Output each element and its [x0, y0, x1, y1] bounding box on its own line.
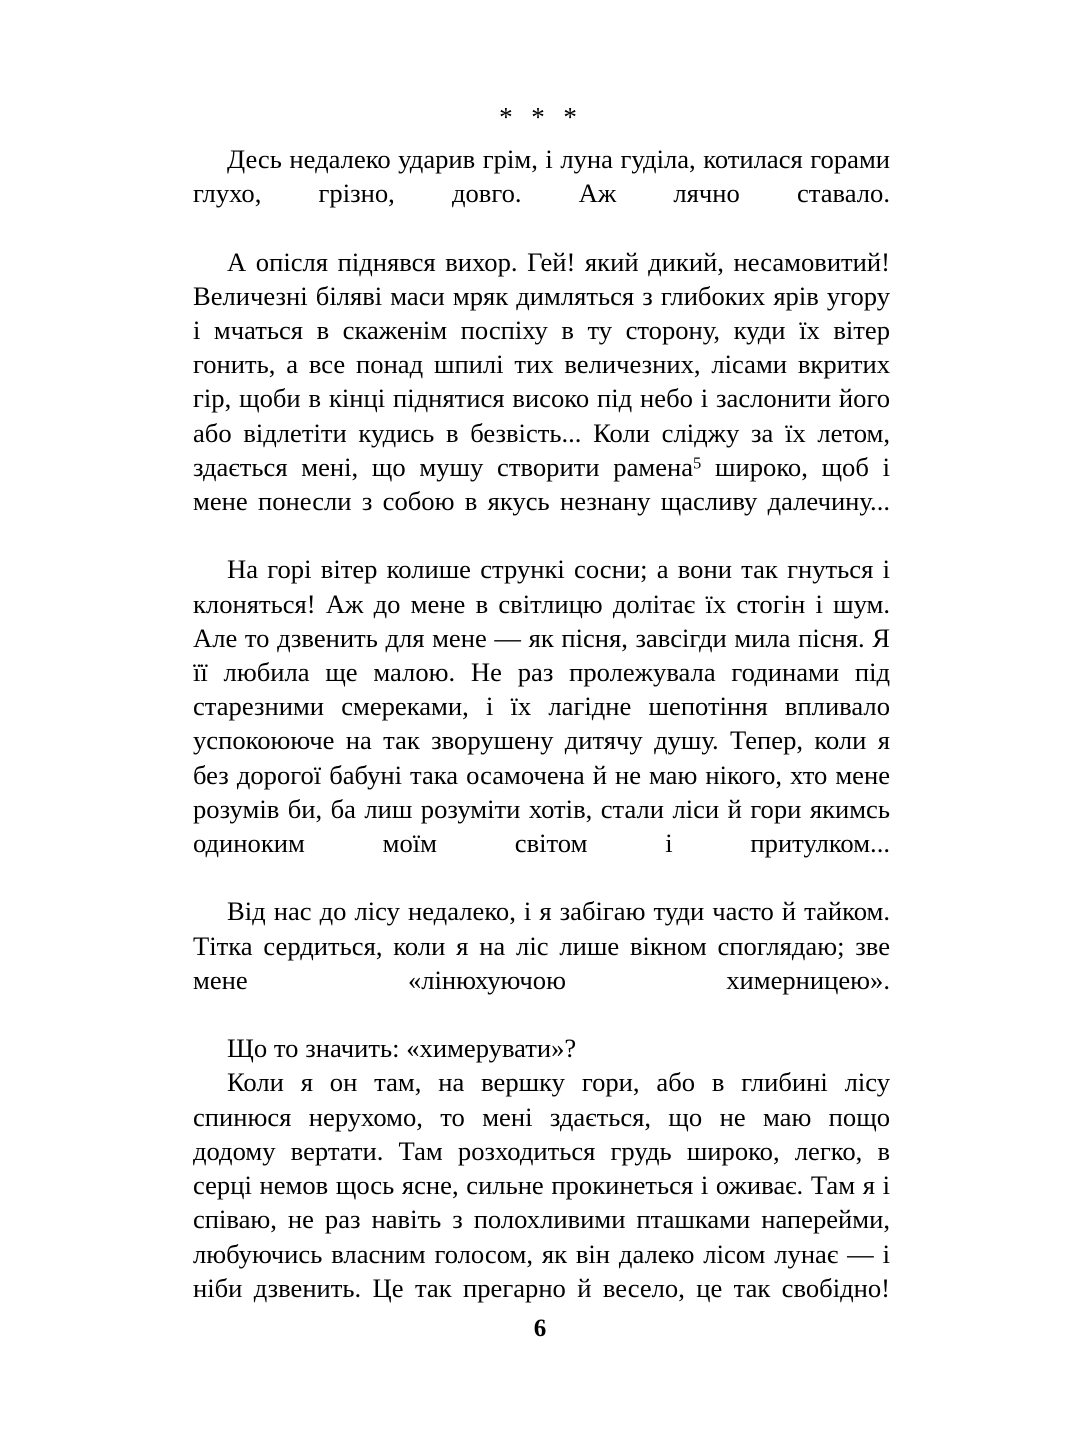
paragraph	[193, 245, 890, 553]
asterism-divider: * * *	[499, 102, 583, 132]
paragraph: Що то значить: «химерувати»?	[227, 1033, 577, 1064]
paragraph: Десь недалеко ударив грім, і луна гуділа, котилася горами глухо, грізно, довго. Аж лячно ставало.	[193, 144, 890, 209]
paragraph-text-after-footnote: широко, щоб і мене понесли з собою в якусь незнану щасливу далечину...	[193, 451, 891, 517]
paragraph-text-before-footnote: А опісля піднявся вихор. Гей! який дикий, несамовитий! Величезні біляві маси мряк димляться з глибоких ярів угору і мчаться в скаженім поспіху в ту сторону, куди їх вітер гонить, а все понад шпилі тих величезних, лісами вкритих гір, щоби в кінці піднятися високо під небо і заслонити його або відлетіти кудись в безвість... Коли сліджу за їх летом, здається мені, що мушу створити рамена	[193, 246, 890, 482]
footnote-marker[interactable]: 5	[693, 453, 702, 473]
paragraph: Коли я он там, на вершку гори, або в глибині лісу спинюся нерухомо, то мені здається, що не маю пощо додому вертати. Там розходиться грудь широко, легко, в серці немов щось ясне, сильне прокинеться і оживає. Там я і співаю, не раз навіть з полохливими пташками наперейми, любуючись власним голосом, як він далеко лісом лунає — і ніби дзвенить. Це так прегарно й весело, це так свобідно!	[193, 1067, 890, 1303]
page-number: 6	[533, 1315, 547, 1342]
body-text-column	[193, 142, 890, 1339]
paragraph: Від нас до лісу недалеко, і я забігаю туди часто й тайком. Тітка сердиться, коли я на ліс лише вікном споглядаю; зве мене «лінюхуючою химерницею».	[193, 896, 890, 995]
paragraph: На горі вітер колише стрункі сосни; а вони так гнуться і клоняться! Аж до мене в світлицю долітає їх стогін і шум. Але то дзвенить для мене — як пісня, завсігди мила пісня. Я її любила ще малою. Не раз пролежувала годинами під старезними смереками, і їх лагідне шепотіння впливало успокоююче на так зворушену дитячу душу. Тепер, коли я без дорогої бабуні така осамочена й не маю нікого, хто мене розумів би, ба лиш розуміти хотів, стали ліси й гори якимсь одиноким моїм світом і притулком...	[193, 554, 890, 859]
